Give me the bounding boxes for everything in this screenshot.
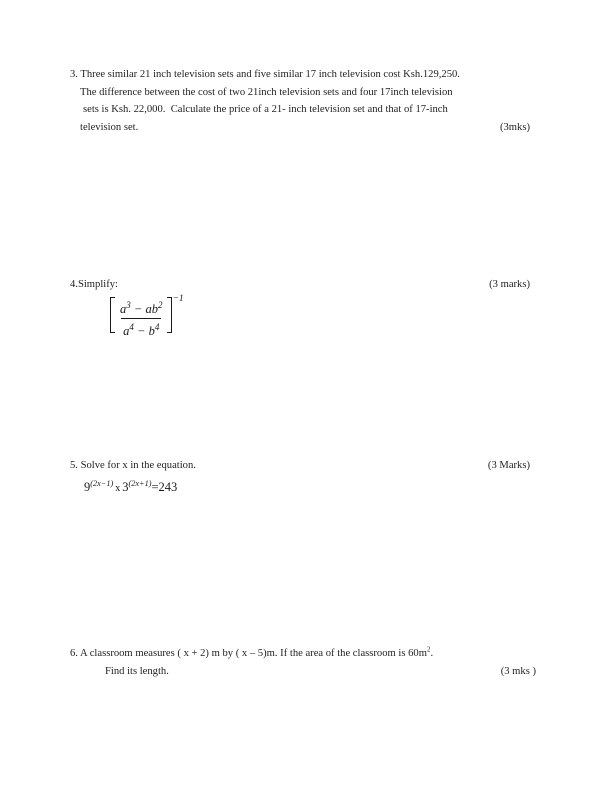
question-3-line-1: 3. Three similar 21 inch television sets and five similar 17 inch television cost Ksh.129,250.: [70, 69, 460, 80]
question-4: [0, 276, 612, 337]
equation-result: 243: [158, 479, 178, 494]
question-3: [0, 66, 612, 136]
formula-outer-exponent: −1: [172, 293, 184, 304]
question-3-line-3: sets is Ksh. 22,000. Calculate the price of a 21- inch television set and that of 17-inch: [83, 104, 448, 116]
fraction: [115, 297, 167, 340]
question-6-marks: (3 mks ): [500, 665, 536, 677]
question-5-prompt: 5. Solve for x in the equation.: [70, 460, 196, 471]
equation-base-1: 9: [84, 479, 91, 494]
question-4-formula: [0, 293, 612, 338]
equation-exponent-1: (2x−1): [90, 478, 114, 488]
question-6-text: 6. A classroom measures ( x + 2) m by ( x – 5)m. If the area of the classroom is 60m: [70, 648, 427, 659]
fraction-numerator: $a^3 - ab^2$: [120, 299, 163, 316]
question-4-marks: (3 marks): [489, 279, 530, 290]
question-5-marks: (3 Marks): [487, 460, 530, 471]
question-6-line-1: [0, 645, 612, 663]
equation-exponent-2: (2x+1): [128, 478, 152, 488]
question-6-period: .: [430, 648, 434, 659]
equation-equals-sign: =: [151, 479, 159, 494]
question-3-line-2: The difference between the cost of two 21inch television sets and four 17inch television: [80, 86, 453, 98]
question-6: [0, 645, 612, 680]
question-5: [0, 457, 612, 497]
equation-base-2: 3: [122, 479, 129, 494]
question-4-prompt: 4.Simplify:: [70, 279, 118, 290]
question-5-equation: [0, 479, 612, 497]
question-3-marks: (3mks): [499, 121, 530, 133]
bracket-group: [110, 297, 172, 340]
question-6-line-2: Find its length.: [105, 665, 169, 677]
fraction-denominator: $a^4 - b^4$: [121, 318, 161, 340]
question-3-line-4: television set.: [80, 121, 139, 133]
equation-operator: x: [115, 482, 121, 494]
question-6-superscript: 2: [426, 645, 431, 654]
